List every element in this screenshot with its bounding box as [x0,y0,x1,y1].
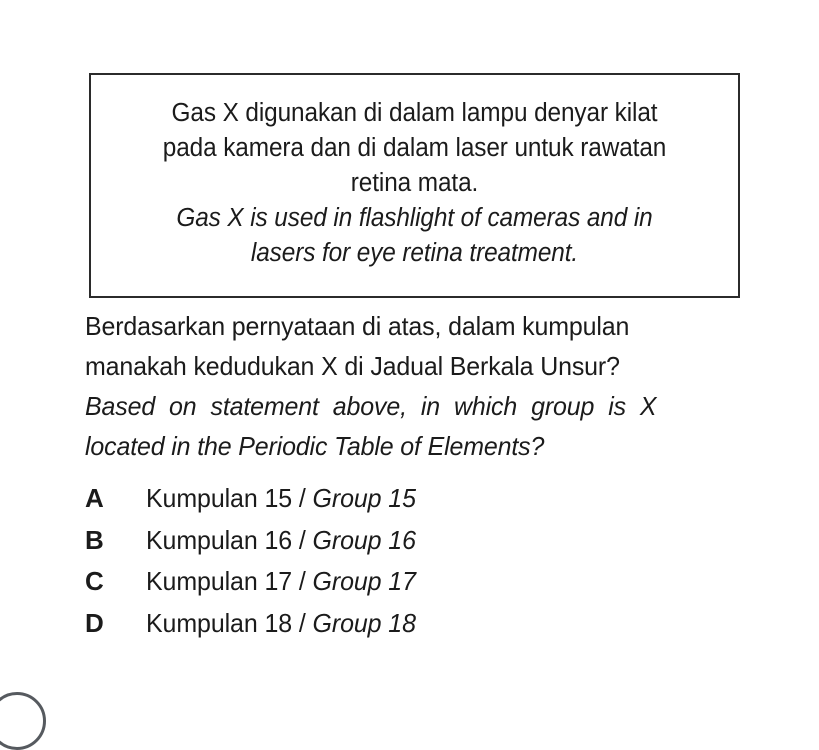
question-line-my-1: Berdasarkan pernyataan di atas, dalam kumpulan [85,311,630,341]
option-label-b-en: Group 16 [312,524,416,555]
statement-line-en-1: Gas X is used in flashlight of cameras and in [176,204,653,232]
answer-options [85,478,685,644]
option-label-a-my: Kumpulan 15 / [146,483,313,513]
option-label-a [146,478,416,520]
question-line-en-1: Based on statement above, in which group is X [85,391,657,421]
option-label-a-en: Group 15 [312,483,416,513]
option-letter-a: A [85,483,104,513]
option-row-b[interactable] [85,520,685,562]
option-label-d [146,603,416,645]
question-text [85,306,763,466]
circle-button-icon[interactable] [0,692,46,750]
option-letter-d: D [85,607,104,638]
option-label-c [146,561,416,603]
option-row-a[interactable] [85,478,685,520]
option-label-d-my: Kumpulan 18 / [146,607,313,638]
statement-line-my-1: Gas X digunakan di dalam lampu denyar kilat [171,99,658,127]
option-label-b [146,520,416,562]
option-label-c-my: Kumpulan 17 / [146,566,313,596]
option-letter-b: B [85,524,104,555]
statement-box [89,73,740,298]
question-line-my-2: manakah kedudukan X di Jadual Berkala Unsur? [85,351,620,381]
option-letter-c: C [85,566,104,596]
statement-line-en-2: lasers for eye retina treatment. [250,239,579,267]
option-label-c-en: Group 17 [312,566,416,596]
statement-line-my-2: pada kamera dan di dalam laser untuk rawatan [162,134,667,162]
option-row-d[interactable] [85,603,685,645]
question-line-en-2: located in the Periodic Table of Elements? [85,431,545,461]
option-row-c[interactable] [85,561,685,603]
option-label-d-en: Group 18 [312,607,416,638]
statement-line-my-3: retina mata. [350,169,479,197]
option-label-b-my: Kumpulan 16 / [146,524,313,555]
